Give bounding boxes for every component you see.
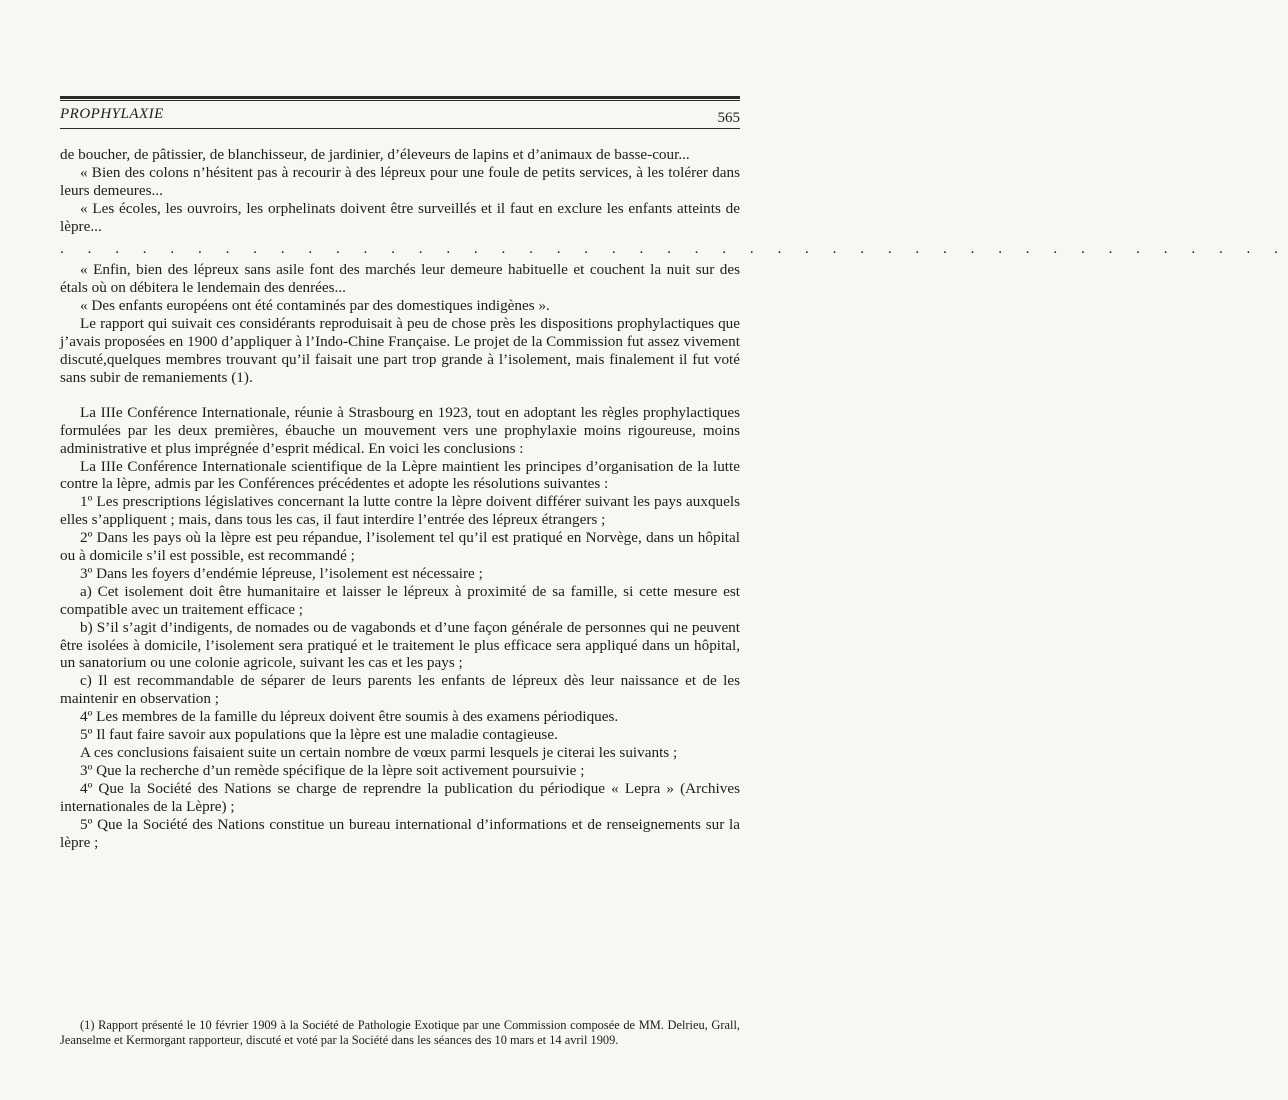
paragraph: 3º Dans les foyers d’endémie lépreuse, l’isolement est nécessaire ; [80,564,483,582]
paragraph: 3º Que la recherche d’un remède spécifique de la lèpre soit activement poursuivie ; [80,761,585,779]
paragraph: 4º Que la Société des Nations se charge de reprendre la publication du périodique « Lepra » (Archives internationales de la Lèpre) ; [60,779,740,815]
paragraph: Le rapport qui suivait ces considérants reproduisait à peu de chose près les dispositions prophylactiques que j’avais proposées en 1900 d’appliquer à l’Indo-Chine Française. Le projet de la Commission fut assez vivement discuté,quelques membres trouvant qu’il faisait une part trop grande à l’isolement, mais finalement il fut voté sans subir de remaniements (1). [60,315,740,386]
paragraph: 5º Que la Société des Nations constitue un bureau international d’informations et de renseignements sur la lèpre ; [60,815,740,851]
paragraph: 2º Dans les pays où la lèpre est peu répandue, l’isolement tel qu’il est pratiqué en Norvège, dans un hôpital ou à domicile s’il est possible, est recommandé ; [60,529,740,565]
paragraph: « Les écoles, les ouvroirs, les orphelinats doivent être surveillés et il faut en exclure les enfants atteints de lèpre... [60,199,740,235]
ellipsis-dots: . . . . . . . . . . . . . . . . . . . . . . . . . . . . . . . . . . . . . . . . . . . . . [60,239,1288,257]
body-text [60,146,1288,851]
paragraph: b) S’il s’agit d’indigents, de nomades ou de vagabonds et d’une façon générale de personnes qui ne peuvent être isolées à domicile, l’isolement sera pratiqué et le traitement le plus efficace sera appliqué dans un hôpital, un sanatorium ou une colonie agricole, suivant les cas et les pays ; [60,618,740,672]
paragraph: « Des enfants européens ont été contaminés par des domestiques indigènes ». [80,297,550,315]
paragraph: « Bien des colons n’hésitent pas à recourir à des lépreux pour une foule de petits services, à les tolérer dans leurs demeures... [60,163,740,199]
paragraph: a) Cet isolement doit être humanitaire et laisser le lépreux à proximité de sa famille, si cette mesure est compatible avec un traitement efficace ; [60,582,740,618]
footnote: (1) Rapport présenté le 10 février 1909 à la Société de Pathologie Exotique par une Commission composée de MM. Delrieu, Grall, Jeanselme et Kermorgant rapporteur, discuté et voté par la Société dans les séances des 10 mars et 14 avril 1909. [60,1018,740,1047]
paragraph: La IIIe Conférence Internationale, réunie à Strasbourg en 1923, tout en adoptant les règles prophylactiques formulées par les deux premières, ébauche un mouvement vers une prophylaxie moins rigoureuse, moins administrative et plus imprégnée d’esprit médical. En voici les conclusions : [60,403,740,457]
paragraph: « Enfin, bien des lépreux sans asile font des marchés leur demeure habituelle et couchent la nuit sur des étals où on débitera le lendemain des denrées... [60,261,740,297]
paragraph: La IIIe Conférence Internationale scientifique de la Lèpre maintient les principes d’organisation de la lutte contre la lèpre, admis par les Conférences précédentes et adopte les résolutions suivantes : [60,457,740,493]
header-rule-thin [60,100,740,101]
paragraph: 5º Il faut faire savoir aux populations que la lèpre est une maladie contagieuse. [80,726,558,744]
paragraph: 1º Les prescriptions législatives concernant la lutte contre la lèpre doivent différer suivant les pays auxquels elles s’appliquent ; mais, dans tous les cas, il faut interdire l’entrée des lépreux étrangers ; [60,493,740,529]
footnotes [60,1018,740,1048]
header-rule-bottom [60,128,740,129]
paragraph: 4º Les membres de la famille du lépreux doivent être soumis à des examens périodiques. [80,708,619,726]
header-rule-thick [60,96,740,99]
paragraph: A ces conclusions faisaient suite un certain nombre de vœux parmi lesquels je citerai les suivants ; [80,744,678,761]
paragraph: c) Il est recommandable de séparer de leurs parents les enfants de lépreux dès leur naissance et de les maintenir en observation ; [60,672,740,708]
page-number: 565 [717,110,740,126]
running-title: PROPHYLAXIE [60,106,164,122]
paragraph: de boucher, de pâtissier, de blanchisseur, de jardinier, d’éleveurs de lapins et d’animaux de basse-cour... [60,146,690,163]
